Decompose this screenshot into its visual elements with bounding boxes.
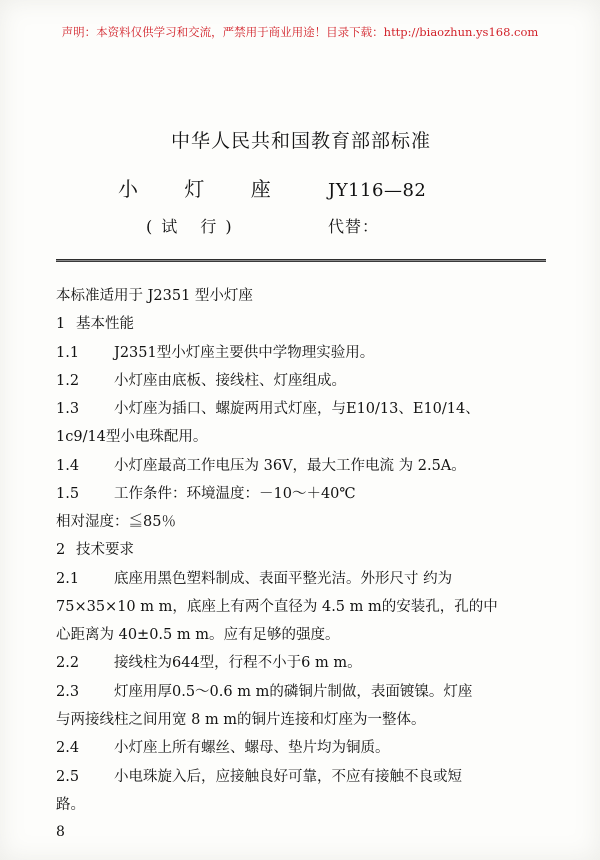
- header-divider: [56, 259, 546, 262]
- clause-number-2-2: 2.2: [56, 655, 80, 672]
- page-number: 8: [56, 824, 65, 841]
- clause-text-2-1: 底座用黑色塑料制成、表面平整光洁。外形尺寸 约为: [114, 570, 453, 587]
- scope-paragraph: 本标准适用于 J2351 型小灯座: [56, 288, 253, 304]
- clause-text-1-4: 小灯座最高工作电压为 36V，最大工作电流 为 2.5A。: [114, 457, 466, 474]
- clause-number-2-4: 2.4: [56, 740, 80, 757]
- clause-2-3: [56, 678, 546, 706]
- clause-text-2-3: 灯座用厚0.5～0.6 m m的磷铜片制做，表面镀镍。灯座: [114, 683, 473, 700]
- banner-url: http://biaozhun.ys168.com: [383, 25, 539, 39]
- standard-title-row: [56, 173, 546, 202]
- clause-1-5-cont: 相对湿度：≦85％: [56, 514, 176, 531]
- document-content: [56, 282, 546, 846]
- clause-number-1-1: 1.1: [56, 344, 80, 361]
- clause-2-5: [56, 763, 546, 791]
- clause-text-1-3: 小灯座为插口、螺旋两用式灯座，与E10/13、E10/14、: [114, 401, 480, 418]
- clause-1-3-cont: 1c9/14型小电珠配用。: [56, 429, 208, 446]
- clause-2-4: [56, 734, 546, 762]
- section-title-2: 技术要求: [76, 542, 134, 559]
- replaces-label: 代替：: [328, 217, 380, 236]
- clause-text-2-5: 小电珠旋入后，应接触良好可靠，不应有接触不良或短: [114, 768, 462, 785]
- clause-1-1: [56, 339, 546, 367]
- section-heading-1: [56, 310, 546, 338]
- clause-text-1-1: J2351型小灯座主要供中学物理实验用。: [114, 344, 375, 361]
- clause-text-1-2: 小灯座由底板、接线柱、灯座组成。: [114, 372, 346, 389]
- clause-2-1-cont2: 心距离为 40±0.5 m m。应有足够的强度。: [56, 627, 340, 644]
- clause-number-1-3: 1.3: [56, 401, 80, 418]
- section-heading-2: [56, 536, 546, 564]
- clause-number-2-1: 2.1: [56, 570, 80, 587]
- document-body: [56, 110, 546, 846]
- section-number-1: 1: [56, 316, 66, 333]
- standard-subtitle-row: [56, 214, 546, 237]
- clause-number-2-3: 2.3: [56, 683, 80, 700]
- section-number-2: 2: [56, 542, 66, 559]
- banner-notice-text: 声明：本资料仅供学习和交流，严禁用于商业用途！目录下载：: [61, 25, 384, 39]
- clause-text-1-5: 工作条件：环境温度：－10～＋40℃: [114, 485, 356, 502]
- clause-number-1-5: 1.5: [56, 485, 80, 502]
- clause-1-2: [56, 367, 546, 395]
- clause-number-2-5: 2.5: [56, 768, 80, 785]
- clause-text-2-2: 接线柱为644型，行程不小于6 m m。: [114, 655, 362, 672]
- clause-2-1: [56, 565, 546, 593]
- clause-2-1-cont: 75×35×10 m m，底座上有两个直径为 4.5 m m的安装孔，孔的中: [56, 598, 498, 615]
- clause-number-1-4: 1.4: [56, 457, 80, 474]
- standard-name: 小 灯 座: [118, 177, 291, 201]
- clause-2-5-cont: 路。: [56, 796, 85, 813]
- clause-1-3: [56, 395, 546, 423]
- clause-text-2-4: 小灯座上所有螺丝、螺母、垫片均为铜质。: [114, 740, 390, 757]
- clause-1-4: [56, 452, 546, 480]
- clause-number-1-2: 1.2: [56, 372, 80, 389]
- clause-1-5: [56, 480, 546, 508]
- section-title-1: 基本性能: [76, 316, 134, 333]
- clause-2-3-cont: 与两接线柱之间用宽 8 m m的铜片连接和灯座为一整体。: [56, 711, 426, 728]
- clause-2-2: [56, 649, 546, 677]
- watermark-banner: [0, 24, 600, 40]
- standard-number: JY116—82: [328, 180, 427, 201]
- issuer-title: 中华人民共和国教育部部标准: [170, 130, 431, 152]
- trial-mark: (试 行): [146, 217, 241, 236]
